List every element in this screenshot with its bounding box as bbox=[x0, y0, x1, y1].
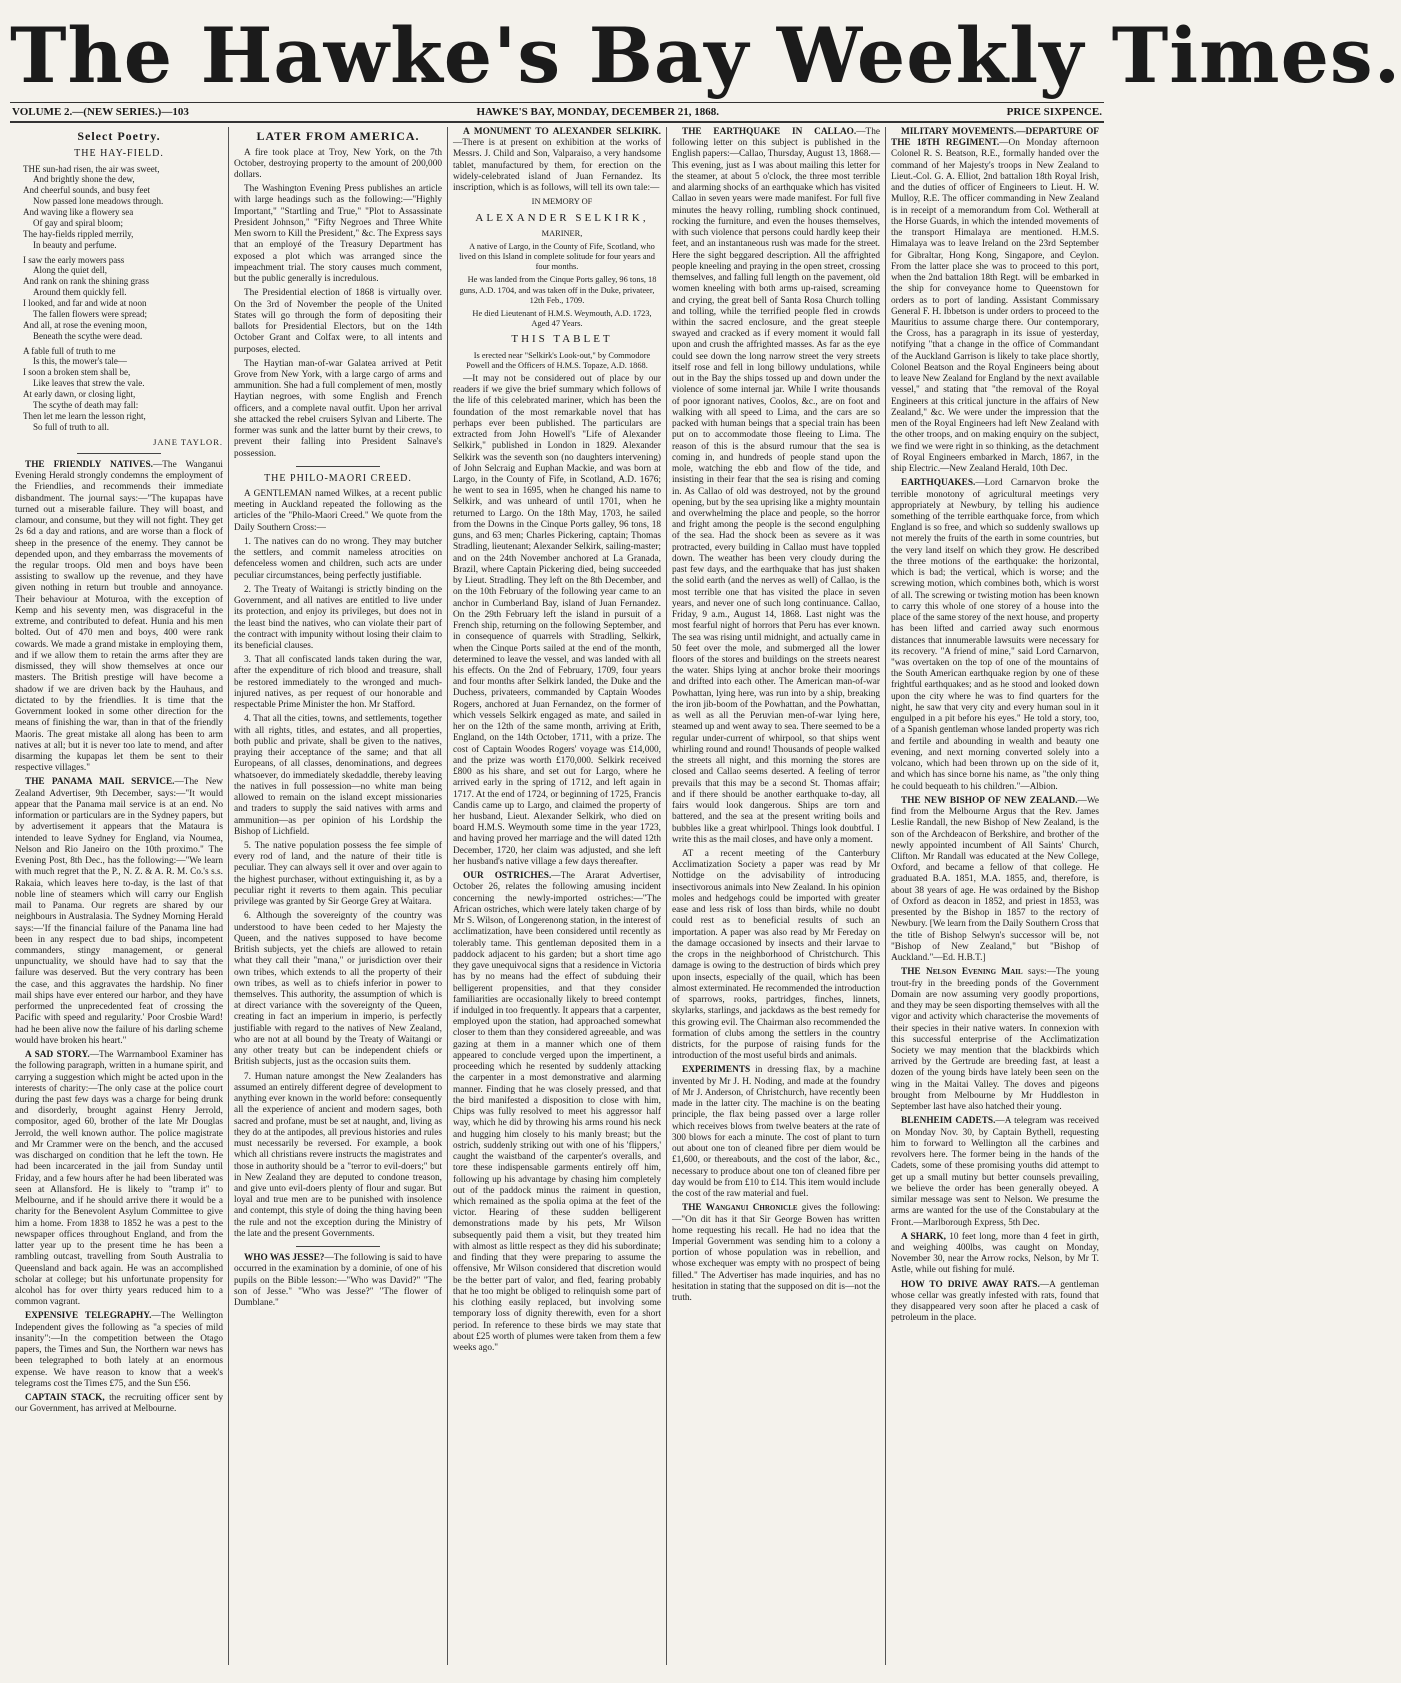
paragraph: AT a recent meeting of the Canterbury Acclimatization Society a paper was read by Mr Nottidge on the advisability of introducing insectivorous animals into New Zealand. In his opinion moles and hedgehogs could be imported with greater ease and less risk of loss than birds, while no doubt could rest as to beneficial results of such an importation. A paper was also read by Mr Fereday on the damage occasioned by insects and their larvae to the crops in the neighborhood of Christchurch. This damage is owing to the destruction of birds which prey upon insects, especially of the quail, which has been almost exterminated. He recommended the introduction of sparrows, rooks, partridges, finches, linnets, skylarks, starlings, and jackdaws as the best remedy for this growing evil. The Chairman also recommended the formation of clubs among the settlers in the country districts, for the purpose of raising funds for the introduction of the most useful birds and animals. bbox=[672, 849, 880, 1062]
section-heading-poetry: Select Poetry. bbox=[77, 129, 161, 143]
poem-line: And cheerful sounds, and busy feet bbox=[23, 185, 150, 196]
article-head: EARTHQUAKES. bbox=[901, 478, 976, 489]
poem-line: The hay-fields rippled merrily, bbox=[23, 228, 134, 239]
article-body: —The Wanganui Evening Herald strongly condemns the employment of the Friendlies, and recommends their immediate disbandment. The journal says:—"The kupapas have turned out a miserable failure. They will boast, and clamour, and consume, but they will not fight. They get 2s 6d a day and rations, and are worse than a flock of sheep in the presence of the enemy. They cannot be depended upon, and they embarrass the movements of the regular troops. Old men and boys have been assisting to swallow up the revenue, and they have given nothing in return but trouble and annoyance. Their behaviour at Moturoa, with the exception of Kemp and his seventy men, was disgraceful in the extreme, and contributed to defeat. Hunia and his men bolted. Out of 470 men and boys, 400 were rank cowards. We made a grand mistake in employing them, and if we allow them to retain the arms after they are dismissed, they will show themselves at once our masters. The British prestige will have become a shadow if we are driven back by the Hauhaus, and dictated to by the friendlies. It is time that the Government looked in some other direction for the means of finishing the war, than in that of the friendly Maoris. The great mistake all along has been to arm natives at all; but it is never too late to mend, and after disarming the kupapas let them be sent to their respective villages." bbox=[15, 459, 223, 774]
article-head: THE Nelson Evening Mail bbox=[901, 967, 1023, 978]
poem-line: I saw the early mowers pass bbox=[23, 254, 125, 265]
article-shark bbox=[891, 1232, 1099, 1277]
poem-line: I soon a broken stem shall be, bbox=[23, 367, 131, 378]
article-head: THE NEW BISHOP OF NEW ZEALAND. bbox=[901, 795, 1078, 806]
place-date: HAWKE'S BAY, MONDAY, DECEMBER 21, 1868. bbox=[476, 106, 720, 118]
heading-later-from-america: LATER FROM AMERICA. bbox=[256, 129, 420, 143]
article-body: —Lord Carnarvon broke the terrible monotony of agricultural meetings very appropriately at Newbury, by telling his audience something of the terrible earthquake force, from which England is so free, and which so suddenly swallows up not merely the fruits of the earth in some countries, but the very land itself on which they grow. He described the three motions of the earthquake: the horizontal, which is bad; the vertical, which is worse; and the screwing motion, which combines both, which is worst of all. The screwing or twisting motion has been known to carry this whole of one storey of a house into the place of the same storey of the next house, and property has been lifted and carried away such enormous distances that innumerable lawsuits were necessary for its recovery. "A friend of mine," said Lord Carnarvon, "was overtaken on the top of one of the mountains of the South American earthquake region by one of these frightful earthquakes; and as he stood and looked down upon the city where he was to find quarters for the night, he saw that very city and every human soul in it engulped in a pit before his eyes." He told a story, too, of a Spanish gentleman whose landed property was rich and fertile and abounding in wealth and beauty one evening, and next morning converted solely into a volcano, which had been thrown up on the side of it, and which has since borne his name, as "the only thing he could bequeath to his children."—Albion. bbox=[891, 478, 1099, 792]
article-blenheim-cadets bbox=[891, 1116, 1099, 1228]
poem-line: Now passed lone meadows through. bbox=[33, 196, 164, 207]
article-selkirk-monument bbox=[453, 127, 661, 194]
article-head: THE Wanganui Chronicle bbox=[682, 1203, 798, 1214]
article-nelson-evening-mail bbox=[891, 967, 1099, 1113]
divider bbox=[77, 453, 160, 454]
column-5 bbox=[886, 127, 1104, 1665]
article-experiments-flax bbox=[672, 1065, 880, 1200]
inscription-line: MARINER, bbox=[541, 228, 583, 238]
article-body: —The Ararat Advertiser, October 26, relates the following amusing incident concerning the newly-imported ostriches:—"The African ostriches, which were lately taken charge of by Mr S. Wilson, of Longerenong station, in the interest of acclimatization, have been considered until recently as tolerably tame. This gentleman deposited them in a paddock adjacent to his garden; but a short time ago they gave unequivocal signs that a residence in Victoria has by no means had the effect of subduing their belligerent propensities, and that they consider familiarities are occasionally likely to breed contempt if indulged in too frequently. It appears that a carpenter, employed upon the station, had approached somewhat closer to them than they considered agreeable, and was gazing at them in a manner which one of them appeared to conclude verged upon the impertinent, a proceeding which he resented by suddenly attacking the carpenter in a most demonstrative and alarming manner. Finding that he was closely pressed, and that the bird manifested a disposition to close with him, Chips was fully resolved to meet his aggressor half way, which he did by throwing his arms round his neck and hugging him closely to his manly breast; but the ostrich, suddenly striking out with one of his 'flippers,' caught the waistband of the carpenter's overalls, and tore these indispensable garments entirely off him, following up his advantage by chasing him completely out of the paddock minus the raiment in question, which remained as the spolia opima at the feet of the victor. Hearing of these sudden belligerent demonstrations made by his pets, Mr Wilson subsequently paid them a visit, but they treated him with almost as little respect as they did his subordinate; and finding that they were preparing to assume the offensive, Mr Wilson considered that discretion would be the better part of valor, and fled, fearing probably that he too might be obliged to relinquish some part of his clothing easily replaced, but involving some temporary loss of dignity therewith, even for a short period. In reference to these birds we may state that about £25 worth of plumes were taken from them a few weeks ago." bbox=[453, 871, 662, 1354]
article-body: says:—The young trout-fry in the breeding ponds of the Government Domain are now assuming very goodly proportions, and they may be seen disporting themselves with all the vigor and activity which characterise the movements of their species in their native waters. In connexion with this successful enterprise of the Acclimatization Society we may mention that the blackbirds which arrived by the Gertrude are breeding fast, at least a dozen of the young birds have lately been seen on the wing in the Maitai Valley. The doves and pigeons brought from Melbourne by Mr Huddleston in September last have also hatched their young. bbox=[891, 967, 1099, 1113]
article-body: —A gentleman whose cellar was greatly infested with rats, found that they disappeared very soon after he placed a cask of petroleum in the place. bbox=[891, 1279, 1100, 1324]
divider bbox=[296, 466, 379, 467]
creed-article-3: 3. That all confiscated lands taken during the war, after the expenditure of rich blood and treasure, shall be restored immediately to the wronged and much-injured natives, as per request of our honorable and respectable Prime Minister the hon. Mr Stafford. bbox=[234, 655, 442, 711]
article-head: THE PANAMA MAIL SERVICE. bbox=[25, 777, 175, 788]
poem-line: Then let me learn the lesson right, bbox=[23, 410, 146, 421]
poem-line: And rank on rank the shining grass bbox=[23, 276, 149, 287]
columns bbox=[10, 127, 1104, 1665]
creed-article-7: 7. Human nature amongst the New Zealanders has assumed an entirely different degree of development to anything ever known in the world before: consequently all the experience of ancient and modern sages, both sacred and profane, must be set at naught, and, living as they do at the antipodes, all previous histories and rules must necessarily be reversed. For example, a book which all christians revere instructs the magistrates and those in authority should be a "terror to evil-doers;" but in New Zealand they are deputed to condone treason, and give unto evil-doers plenty of flour and sugar. But loyal and true men are to be punished with insolence and contempt, this style of doing the thing having been the rule and not the exception during the Ministry of the late and the present Governments. bbox=[234, 1071, 442, 1239]
poem-line: Like leaves that strew the vale. bbox=[33, 378, 145, 389]
inscription-line: He died Lieutenant of H.M.S. Weymouth, A.D. 1723, Aged 47 Years. bbox=[472, 308, 652, 329]
inscription-line: IN MEMORY OF bbox=[531, 197, 593, 207]
paragraph: —It may not be considered out of place by our readers if we give the brief summary which follows of the life of this celebrated mariner, which has been the foundation of the most remarkable novel that has perhaps ever been published. The particulars are extracted from John Howell's "Life of Alexander Selkirk," published in London in 1829. Alexander Selkirk was the seventh son (no daughters intervening) of John Selcraig and Euphan Mackie, and was born at Largo, in the County of Fife, in Scotland, A.D. 1676; he went to sea in 1695, when he changed his name to Selkirk, and was unheard of until 1701, when he returned to Largo. On the 18th May, 1703, he sailed from the Downs in the Cinque Ports galley, 96 tons, 18 guns, and 63 men; Charles Pickering, captain; Thomas Stradling, lieutenant; Alexander Selkirk, sailing-master; and on the 24th November anchored at La Granada, Brazil, where Captain Pickering died, being succeeded by Lieut. Stradling. They left on the 8th December, and on the 10th February of the following year came to an anchor in Cumberland Bay, island of Juan Fernandez. On the 29th February left the island in pursuit of a French ship, returning on the following September, and in consequence of quarrels with Stradling, Selkirk, when the Cinque Ports sailed at the end of the month, determined to leave the vessel, and was landed with all his effects. On the 2nd of February, 1709, four years and four months after Selkirk landed, the Duke and the Duchess, privateers, commanded by Captain Woodes Rogers, anchored at Juan Fernandez, on the former of which vessels Selkirk engaged as mate, and sailed in her on the 12th of the same month, arriving at Erith, England, on the 14th October, 1711, with a prize. The cost of Captain Woodes Rogers' voyage was £14,000, and the prize was worth £170,000. Selkirk received £800 as his share, and set out for Largo, where he arrived early in the spring of 1712, and left again in 1717. At the end of 1724, or beginning of 1725, Francis Candis came up to Largo, and claimed the property of her husband, Lieut. Alexander Selkirk, who died on board H.M.S. Weymouth some time in the year 1723, and having proved her marriage and the will dated 12th December, 1720, her claim was adjusted, and she left her husband's native village a few days thereafter. bbox=[453, 373, 661, 867]
paragraph: A GENTLEMAN named Wilkes, at a recent public meeting in Auckland repeated the following as the articles of the "Philo-Maori Creed." We quote from the Daily Southern Cross:— bbox=[234, 488, 442, 533]
poem-stanza-3 bbox=[15, 346, 223, 433]
poem-line: THE sun-had risen, the air was sweet, bbox=[23, 163, 160, 174]
article-sad-story bbox=[15, 1050, 223, 1308]
newspaper-page bbox=[10, 10, 1401, 1663]
column-4 bbox=[667, 127, 886, 1665]
poem-line: Around them quickly fell. bbox=[33, 287, 127, 298]
article-head: BLENHEIM CADETS. bbox=[901, 1116, 996, 1127]
paragraph: The Presidential election of 1868 is virtually over. On the 3rd of November the people of the United States will go through the form of depositing their ballots for Presidential Electors, but on the 14th October Grant and Colfax were, to all intents and purposes, elected. bbox=[234, 288, 442, 355]
poem-line: Beneath the scythe were dead. bbox=[33, 330, 143, 341]
article-body: —The New Zealand Advertiser, 9th December, says:—"It would appear that the Panama mail service is at an end. No information or particulars are in the Sydney papers, but by advertisement it appears that the Mataura is intended to leave Sydney for England, via Noumea, Nelson and Rio Janeiro on the 10th proximo." The Evening Post, 8th Dec., has the following:—"We learn with much regret that the P., N. Z. & A. R. M. Co.'s s.s. Rakaia, which leaves here to-day, is the last of that noble line of steamers which will carry our English mail to Panama. Our regrets are shared by our neighbours in Australasia. The Sydney Morning Herald says:—'If the financial failure of the Panama line had been in any respect due to bad ships, incompetent commanders, stingy management, or general unpunctuality, we should have had to say that the failure was deserved. But the very contrary has been the case, and this aggravates the hardship. No finer mail ships have ever entered our harbor, and they have performed the unprecedented feat of crossing the Pacific with speed and regularity.' Poor Crosbie Ward! had he been alive now the failure of his darling scheme would have broken his heart." bbox=[15, 777, 223, 1046]
article-military-movements bbox=[891, 127, 1099, 475]
paragraph: The Washington Evening Press publishes an article with large headings such as the following:—"Highly Important," "Startling and True," "Plot to Assassinate President Johnson," "Fifty Negroes and Three White Men sworn to Kill the President," &c. The Express says that an employé of the Treasury Department has exposed a plot which was arranged since the impeachment trial. The story causes much comment, but the public generally is incredulous. bbox=[234, 184, 442, 285]
poem-line: I looked, and far and wide at noon bbox=[23, 298, 147, 309]
paragraph: A fire took place at Troy, New York, on the 7th October, destroying property to the amount of 200,000 dollars. bbox=[234, 147, 442, 180]
inscription-name: ALEXANDER SELKIRK, bbox=[475, 211, 649, 224]
article-friendly-natives bbox=[15, 460, 223, 775]
volume-number: VOLUME 2.—(NEW SERIES.)—103 bbox=[12, 106, 189, 118]
article-body: —A telegram was received on Monday Nov. 30, by Captain Bythell, requesting him to forward to Wellington all the carbines and revolvers here. The former being in the hands of the Cadets, some of these promising youths did attempt to get up a small mutiny but better counsels prevailing, we believe the order has been generally obeyed. A similar message was sent to Nelson. We presume the arms are wanted for the use of the Constabulary at the Front.—Marlborough Express, 5th Dec. bbox=[891, 1116, 1099, 1228]
article-who-was-jesse bbox=[234, 1253, 442, 1309]
price: PRICE SIXPENCE. bbox=[1006, 106, 1102, 118]
article-head: A SHARK, bbox=[901, 1231, 946, 1242]
heading-philo-maori-creed: THE PHILO-MAORI CREED. bbox=[264, 472, 412, 484]
poem-author: JANE TAYLOR. bbox=[153, 436, 223, 447]
article-earthquakes bbox=[891, 478, 1099, 793]
article-head: THE FRIENDLY NATIVES. bbox=[25, 459, 153, 470]
dateline bbox=[10, 103, 1104, 123]
poem-stanza-1 bbox=[15, 164, 223, 251]
article-our-ostriches bbox=[453, 871, 661, 1354]
poem-line: And brightly shone the dew, bbox=[33, 174, 135, 185]
article-earthquake-callao bbox=[672, 127, 880, 846]
column-3 bbox=[448, 127, 667, 1665]
tablet-inscription bbox=[453, 197, 661, 370]
article-body: —The Warrnambool Examiner has the following paragraph, written in a humane spirit, and carrying a suggestion which might be acted upon in the interests of charity:—The only case at the police court during the past few days was a charge for being drunk and disorderly, brought against Henry Jerrold, compositor, aged 60, brother of the late Mr Douglas Jerrold, the well known author. The police magistrate and Mr Crammer were on the bench, and the accused was discharged on condition that he left the town. He had been incarcerated in the jail from Sunday until Friday, and a few hours after he had been liberated was seen at Allansford. He is likely to "tramp it" to Melbourne, and if he should arrive there it would be a charity for the Benevolent Asylum Committee to give him a home. From 1838 to 1852 he was a pest to the newspaper offices throughout England, and from the latter year up to the present time he has been a rambling outcast, travelling from South Australia to Queensland and back again. He was an accomplished scholar at college; but his unfortunate propensity for alcohol has for over thirty years reduced him to a common vagrant. bbox=[15, 1050, 223, 1308]
creed-article-2: 2. The Treaty of Waitangi is strictly binding on the Government, and all natives are entitled to live under its protection, and enjoy its privileges, but does not in the least bind the natives, who can violate their part of the contract with impunity without losing their claim to its beneficial clauses. bbox=[234, 584, 442, 651]
inscription-line: A native of Largo, in the County of Fife, Scotland, who lived on this Island in complete solitude for four years and four months. bbox=[459, 242, 655, 272]
article-head: EXPENSIVE TELEGRAPHY. bbox=[25, 1311, 152, 1322]
article-body: 10 feet long, more than 4 feet in girth, and weighing 400lbs, was caught on Monday, November 30, near the Arrow rocks, Nelson, by Mr T. Astle, while out fishing for mulé. bbox=[891, 1231, 1099, 1276]
article-body: the recruiting officer sent by our Government, has arrived at Melbourne. bbox=[15, 1393, 223, 1415]
creed-article-6: 6. Although the sovereignty of the country was understood to have been ceded to her Majesty the Queen, and the natives supposed to have become British subjects, yet the chiefs are allowed to retain what they call their "mana," or jurisdiction over their own tribes, which extends to all the property of their own tribes, as well as to chiefs inferior in power to themselves. This authority, the assumption of which is at direct variance with the sovereignty of the Queen, creating in fact an imperium in imperio, is perfectly justifiable with regard to the natives of New Zealand, who are not at all bound by the Treaty of Waitangi or any other treaty but can be independent chiefs or British subjects, just as the occasion suits them. bbox=[234, 911, 442, 1068]
poem-line: A fable full of truth to me bbox=[23, 345, 116, 356]
poem-line: In beauty and perfume. bbox=[33, 239, 117, 250]
poem-title: THE HAY-FIELD. bbox=[74, 147, 164, 159]
article-body: —The Wellington Independent gives the following as "a species of mild insanity":—In the competition between the Otago papers, the Times and Sun, the Northern war news has been telegraphed to both lately at an enormous expense. We have reason to know that a week's telegrams cost the Times £75, and the Sun £56. bbox=[15, 1311, 223, 1389]
poem-line: Is this, the mower's tale— bbox=[33, 356, 127, 367]
article-body: gives the following:—"On dit has it that Sir George Bowen has written home requesting his recall. He had no idea that the Imperial Government was sending him to a colony a portion of whose population was in rebellion, and whose exchequer was empty with no prospect of being filled." The Advertiser has made inquiries, and has no hesitation in stating that the supposed on dit is—not the truth. bbox=[672, 1203, 880, 1304]
inscription-line: Is erected near "Selkirk's Look-out," by Commodore Powell and the Officers of H.M.S. Topaze, A.D. 1868. bbox=[466, 350, 651, 370]
article-head: THE EARTHQUAKE IN CALLAO. bbox=[682, 127, 857, 137]
masthead-title: The Hawke's Bay Weekly Times. bbox=[10, 10, 1104, 103]
creed-article-1: 1. The natives can do no wrong. They may butcher the settlers, and commit nameless atrocities on defenceless women and children, such acts are under peculiar circumstances, being perfectly justifiable. bbox=[234, 536, 442, 581]
article-head: OUR OSTRICHES. bbox=[463, 871, 552, 882]
poem-line: And all, at rose the evening moon, bbox=[23, 319, 147, 330]
poem-line: Of gay and spiral bloom; bbox=[33, 217, 123, 228]
column-2 bbox=[229, 127, 448, 1665]
article-head: MILITARY MOVEMENTS.—DEPARTURE OF THE 18TH REGIMENT. bbox=[891, 127, 1099, 149]
article-body: in dressing flax, by a machine invented by Mr J. H. Noding, and made at the foundry of Mr J. Anderson, of Christchurch, have recently been made in the latter city. The machine is on the beating principle, the flax being passed over a large roller which receives blows from twelve beaters at the rate of 300 blows for each a minute. The cost of plant to turn out about one ton of cleaned fibre per diem would be £1,600, or thereabouts, and the cost of the labor, &c., necessary to produce about one ton of cleaned fibre per day would be from £10 to £14. This item would include the cost of the raw material and fuel. bbox=[672, 1065, 880, 1200]
poem-line: And waving like a flowery sea bbox=[23, 207, 134, 218]
article-captain-stack bbox=[15, 1393, 223, 1415]
paragraph: The Haytian man-of-war Galatea arrived at Petit Grove from New York, with a large cargo of arms and ammunition. She had a full complement of men, mostly Haytian negroes, with some English and French officers, and a complete naval outfit. Upon her arrival she attacked the rebel cruisers Sylvan and Liberte. The former was sunk and the latter burnt by their crews, to prevent their falling into President Salnave's possession. bbox=[234, 358, 442, 459]
inscription-line: THIS TABLET bbox=[511, 333, 613, 346]
article-head: CAPTAIN STACK, bbox=[25, 1393, 105, 1404]
article-head: A MONUMENT TO ALEXANDER SELKIRK. bbox=[463, 127, 661, 137]
article-body: —On Monday afternoon Colonel R. S. Beatson, R.E., formally handed over the command of her Majesty's troops in New Zealand to Lieut.-Col. G. A. Elliot, 2nd battalion 18th Royal Irish, and the duties of officer of Engineers to Lieut. H. W. Mulloy, R.E. The officer commanding in New Zealand is in receipt of a memorandum from Col. Wetherall at the Horse Guards, in which the intended movements of the transport Himalaya are mentioned. H.M.S. Himalaya was to leave Ireland on the 23rd September for Gibraltar, Hong Kong, Singapore, and Ceylon. From the latter place she was to proceed to this port, when the 2nd battalion 18th Regt. will be embarked in the ship for conveyance home to Queenstown for orders as to port of landing. Assistant Commissary General F. H. Ibbetson is under orders to proceed to the Mauritius to assume charge there. Our contemporary, the Cross, has a paragraph in its issue of yesterday, notifying "that a change in the office of Commandant of the Auckland Garrison is likely to take place shortly, Colonel Beatson and the Royal Engineers being about to leave New Zealand for England by the next available vessel," and stating that "the removal of the Royal Engineers at this critical juncture in the affairs of New Zealand," &c. We were under the impression that the men of the Royal Engineers had left New Zealand with the other troops, and on making enquiry on the subject, we find we were right in so thinking, as the detachment of Royal Engineers embarked in March, 1867, in the ship Electric.—New Zealand Herald, 10th Dec. bbox=[891, 138, 1099, 475]
article-body: —The following letter on this subject is published in the English papers:—Callao, Thursday, August 13, 1868.—This evening, just as I was about mailing this letter for the steamer, at about 5 o'clock, the three most terrible and alarming shocks of an earthquake which has visited Callao in seven years were made manifest. For full five minutes the heavy rolling, rumbling shock continued, rocking the furniture, and even the houses themselves, with such violence that persons could hardly keep their feet, and an instantaneous rush was made for the street. Here the sight beggared description. All the affrighted people kneeling and praying in the open street, crossing themselves, and falling full length on the pavement, old women kneeling with both arms up-raised, screaming and crying, the great bell of Santa Rosa Church tolling and tolling, while the terrified people fled in crowds within the sacred enclosure, and the great steeple swayed and cracked as if every moment it would fall upon and crush the affrighted masses. As far as the eye could see down the long narrow street the very streets itself rose and fell in long billowy undulations, while out in the Bay the ships tossed up and down under the violence of some internal jar. While I write thousands of poor ignorant natives, Coolos, &c., are on foot and walking with all speed to Lima, and the cars are so packed with human beings that a special train has been put on to accommodate those fleeing to Lima. The reason of this is the absurd rumour that the sea is coming in, and hundreds of people stand upon the mole, watching the ebb and flow of the tide, and insisting in their fear that the sea is rising and coming in. As Callao of old was destroyed, not by the ground opening, but by the sea uprising like a mighty mountain and overwhelming the place and people, so the horror and fright among the people is the second engulphing of the sea. Had the shock been as severe as it was protracted, every building in Callao must have toppled down. The weather has been very cloudy during the past few days, and the earthquake that has just shaken the solid earth (and the nerves as well) of Callao, is the most terrible one that has visited the place in seven years, and never one of such long continuance. Callao, Friday, 9 a.m., August 14, 1868. Last night was the most fearful night of horrors that Peru has ever known. The sea was rising until midnight, and actually came in 50 feet over the mole, and submerged all the lower floors of the stores and buildings on the streets nearest the water. Ships lying at anchor broke their moorings and drifted into each other. The American man-of-war Powhattan, lying here, was run into by a ship, breaking the iron jib-boom of the Powhattan, and the Powhattan, as well as all the Peruvian men-of-war lying here, steamed up and went away to sea. There seemed to be a regular under-current of whirpool, so that ships went whirling round and round! Thousands of people walked the streets all night, and this morning the stores are closed and Callao seems deserted. A feeling of terror prevails that this may be a second St. Thomas affair; and if there should be another earthquake to-day, all fairs would look dangerous. Ships are torn and battered, and the sea at the present writing boils and bubbles like a great whirlpool. Things look doubtful. I write this as the mail closes, and have only a moment. bbox=[672, 127, 880, 845]
article-expensive-telegraphy bbox=[15, 1311, 223, 1390]
column-1 bbox=[10, 127, 229, 1665]
article-panama-mail bbox=[15, 777, 223, 1047]
article-new-bishop bbox=[891, 796, 1099, 965]
article-head: EXPERIMENTS bbox=[682, 1065, 751, 1076]
divider bbox=[296, 1246, 379, 1247]
creed-article-5: 5. The native population possess the fee simple of every rod of land, and the nature of their title is peculiar. They can always sell it over and over again to the highest purchaser, without extinguishing it, as by a peculiar right it reverts to them again. This peculiar privilege was granted by Sir George Grey at Waitara. bbox=[234, 840, 442, 908]
poem-line: Along the quiet dell, bbox=[33, 265, 107, 276]
inscription-line: He was landed from the Cinque Ports galley, 96 tons, 18 guns, A.D. 1704, and was taken off in the Duke, privateer, 12th Feb., 1709. bbox=[459, 275, 657, 305]
article-head: A SAD STORY. bbox=[25, 1050, 90, 1061]
article-wanganui-chronicle bbox=[672, 1203, 880, 1304]
poem-line: The fallen flowers were spread; bbox=[33, 308, 147, 319]
poem-line: At early dawn, or closing light, bbox=[23, 389, 136, 400]
article-drive-away-rats bbox=[891, 1280, 1099, 1325]
article-body: —We find from the Melbourne Argus that the Rev. James Leslie Randall, the new Bishop of New Zealand, is the son of the Archdeacon of Berkshire, and brother of the newly appointed incumbent of All Saints' Church, Clifton. Mr Randall was educated at the New College, Oxford, and became a fellow of that college. He graduated B.A. 1851, M.A. 1855, and, therefore, is about 38 years of age. He was ordained by the Bishop of Oxford as deacon in 1852, and priest in 1853, was presented by the Bishop in 1857 to the rectory of Newbury. [We learn from the Daily Southern Cross that the title of Bishop Selwyn's successor will be, not "Bishop of New Zealand," but "Bishop of Auckland."—Ed. H.B.T.] bbox=[891, 795, 1099, 964]
article-head: WHO WAS JESSE? bbox=[244, 1253, 325, 1264]
article-body: —The following is said to have occurred in the examination by a dominie, of one of his pupils on the Bible lesson:—"Who was David?" "The son of Jesse." "Who was Jesse?" "The flower of Dumblane." bbox=[234, 1253, 442, 1309]
creed-article-4: 4. That all the cities, towns, and settlements, together with all rights, titles, and estates, and all properties, both public and private, shall be given to the natives, praying their acceptance of the same; and that all Europeans, of all classes, denominations, and degrees whatsoever, do immediately skedaddle, thereby leaving the natives in full possession—no white man being allowed to remain on the island except missionaries and traders to supply the said natives with arms and ammunition—as per opinion of his Lordship the Bishop of Lichfield. bbox=[234, 714, 442, 837]
poem-line: The scythe of death may fall: bbox=[33, 399, 139, 410]
poem-stanza-2 bbox=[15, 255, 223, 342]
poem-line: So full of truth to all. bbox=[33, 421, 109, 432]
article-body: —There is at present on exhibition at the works of Messrs. J. Child and Son, Valparaiso, a very handsome tablet, manufactured by them, for erection on the widely-celebrated island of Juan Fernandez. Its inscription, which is as follows, will tell its own tale:— bbox=[453, 138, 661, 194]
article-head: HOW TO DRIVE AWAY RATS. bbox=[901, 1279, 1040, 1290]
